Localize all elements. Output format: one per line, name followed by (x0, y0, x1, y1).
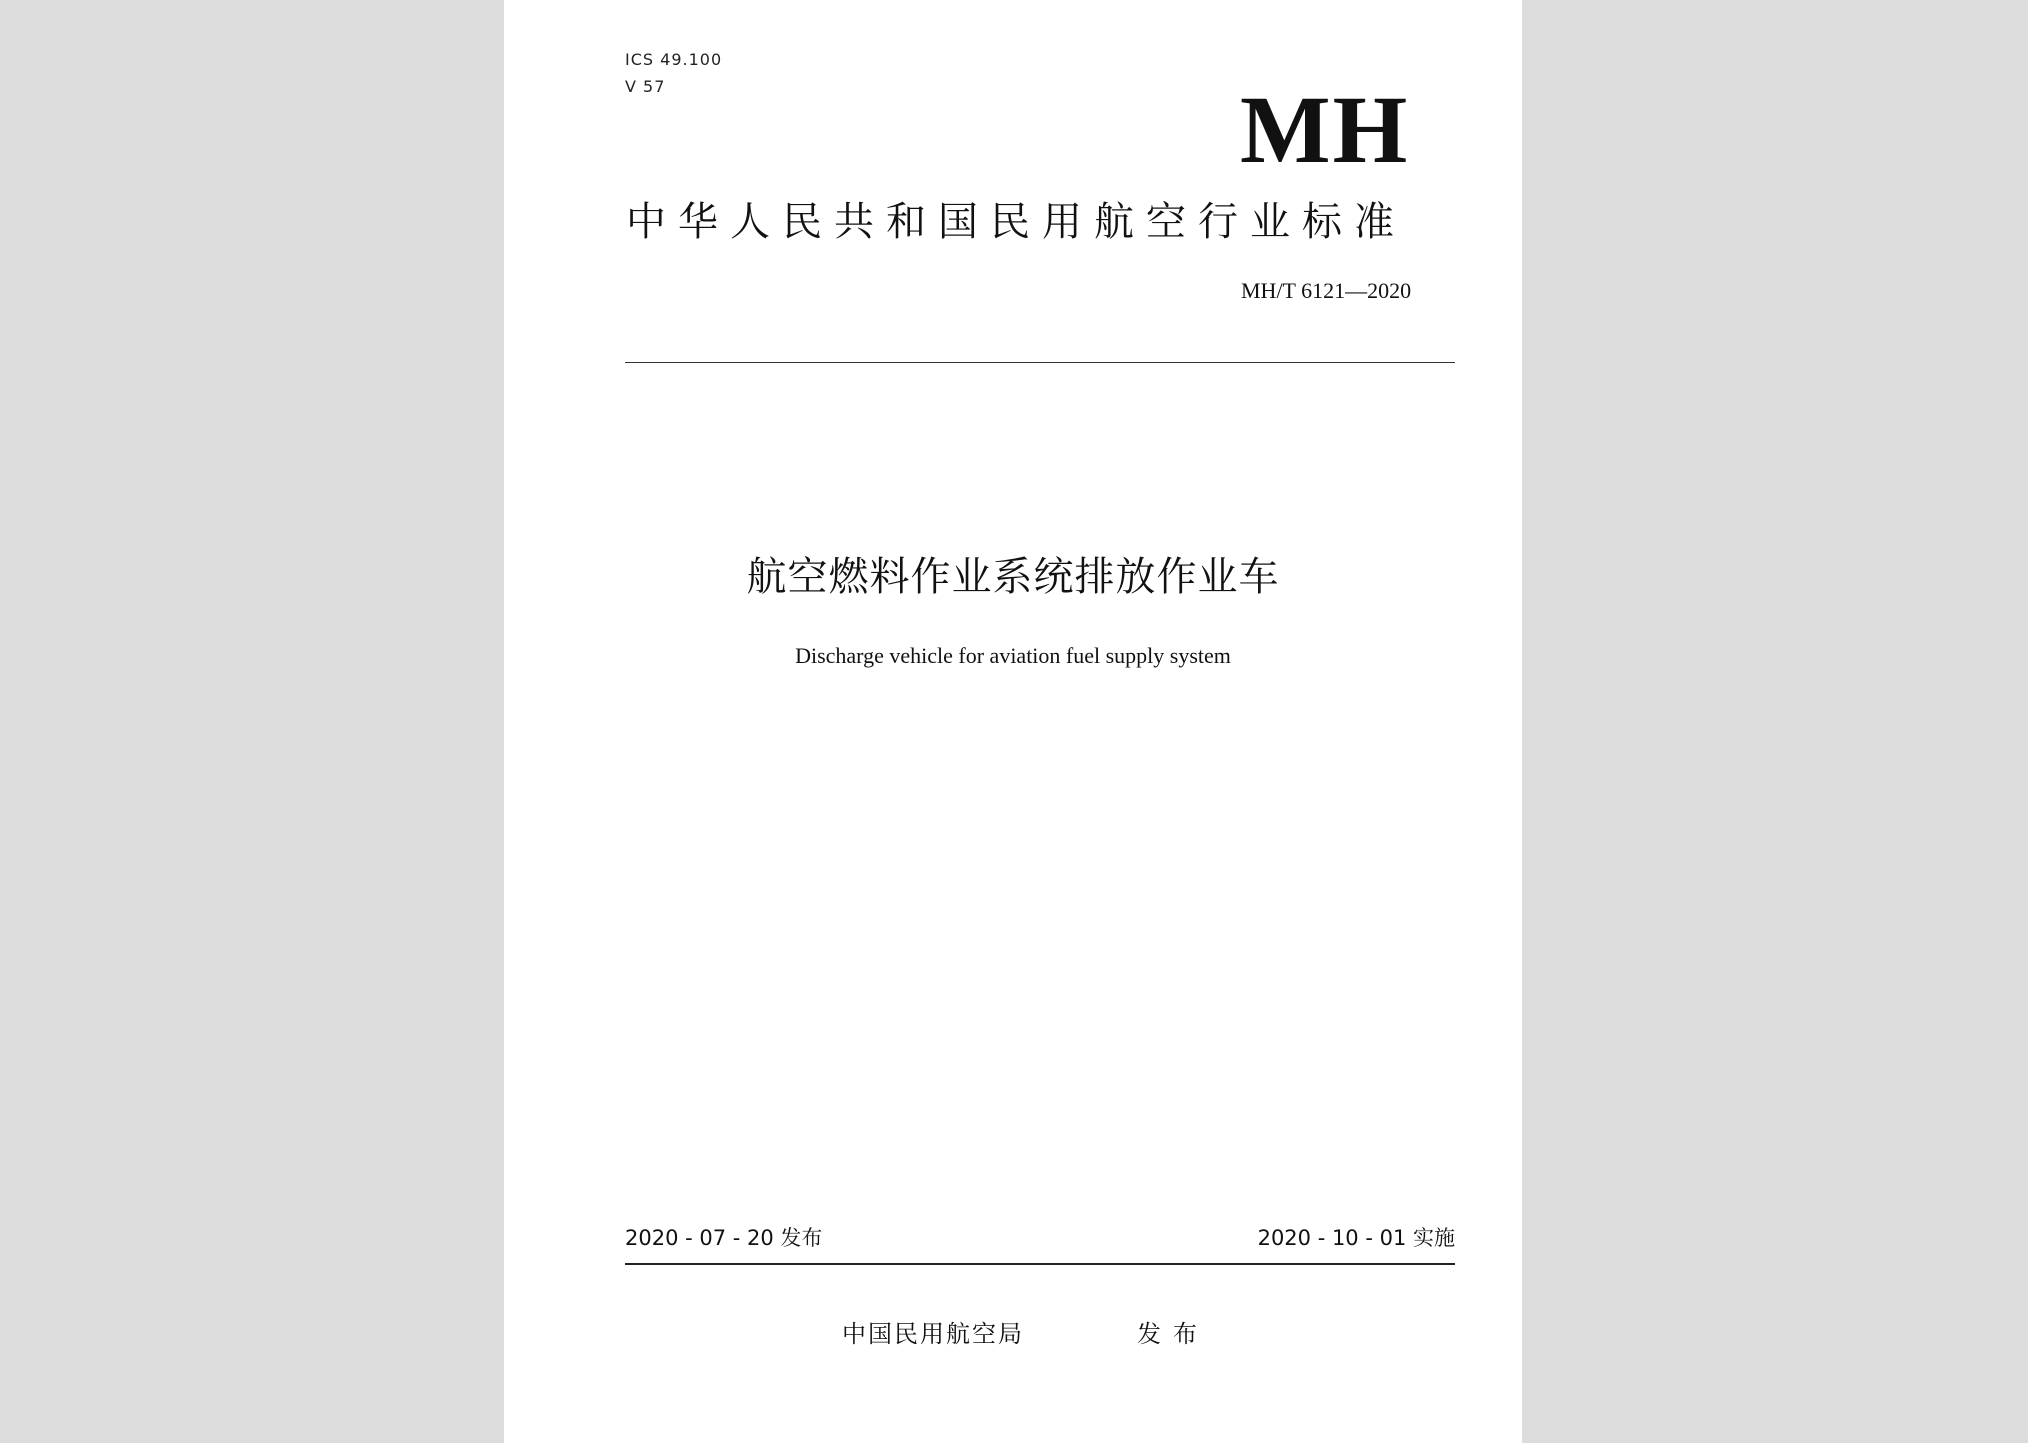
issue-date: 2020 - 07 - 20 发布 (625, 1226, 823, 1250)
standard-title: 中华人民共和国民用航空行业标准 (626, 199, 1406, 245)
ics-code: ICS 49.100 (625, 50, 723, 69)
standard-code: MH/T 6121—2020 (1241, 278, 1412, 303)
header-divider (625, 362, 1455, 363)
implementation-date: 2020 - 10 - 01 实施 (1257, 1226, 1455, 1250)
footer-divider (625, 1263, 1455, 1265)
document-title-chinese: 航空燃料作业系统排放作业车 (746, 554, 1280, 600)
document-page (504, 0, 1522, 1443)
ccs-code: V 57 (625, 77, 666, 96)
mh-logo: MH (1240, 76, 1410, 183)
issuing-authority: 中国民用航空局 (842, 1320, 1024, 1348)
document-title-english: Discharge vehicle for aviation fuel supply system (795, 643, 1231, 668)
issuer-action: 发布 (1137, 1320, 1209, 1348)
